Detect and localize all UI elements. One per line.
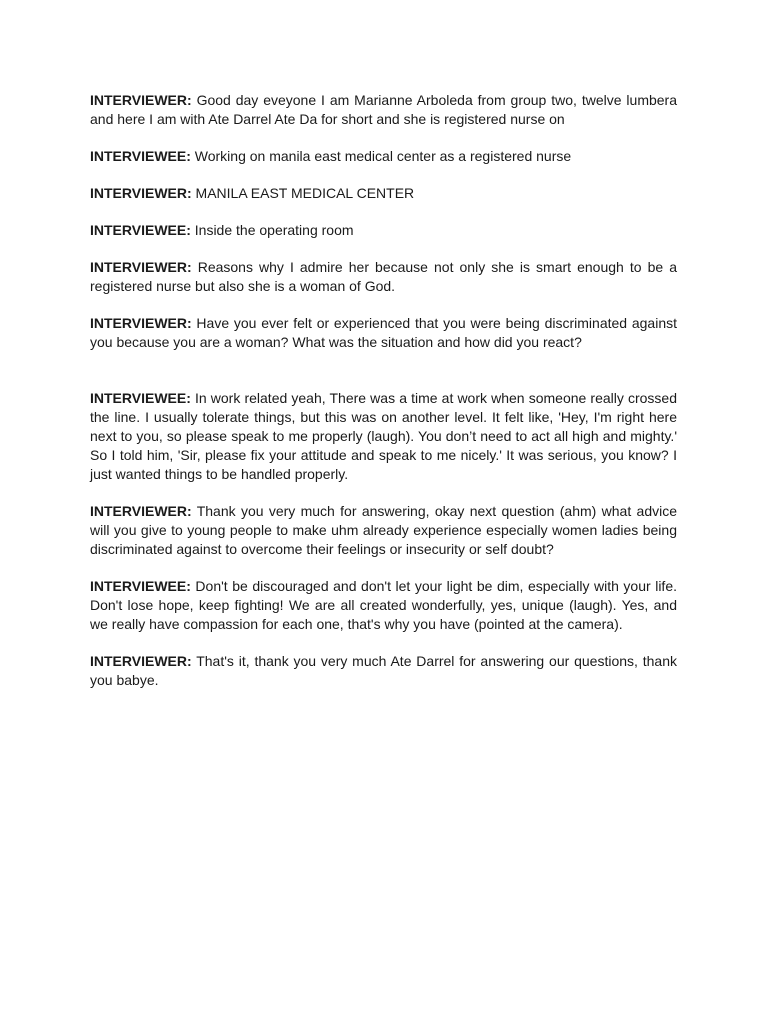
paragraph-text: Working on manila east medical center as a registered nurse (194, 148, 572, 164)
speaker-label: INTERVIEWEE: (90, 222, 191, 238)
speaker-label: INTERVIEWER: (90, 259, 192, 275)
transcript-paragraph (90, 184, 677, 203)
transcript-paragraph (90, 502, 677, 559)
transcript-paragraph (90, 91, 677, 129)
speaker-label: INTERVIEWEE: (90, 148, 191, 164)
transcript-paragraph (90, 314, 677, 352)
paragraph-text: Inside the operating room (194, 222, 354, 238)
speaker-label: INTERVIEWEE: (90, 390, 191, 406)
transcript-paragraph (90, 147, 677, 166)
paragraph-text: That's it, thank you very much Ate Darrel for answering our questions, thank you babye. (90, 653, 677, 688)
paragraph-text: Thank you very much for answering, okay next question (ahm) what advice will you give to young people to make uhm already experience especially women ladies being discriminated against to overcome their feelings or insecurity or self doubt? (90, 503, 678, 557)
speaker-label: INTERVIEWER: (90, 92, 192, 108)
transcript-body (90, 91, 677, 708)
transcript-paragraph (90, 577, 677, 634)
paragraph-text: In work related yeah, There was a time at work when someone really crossed the line. I usually tolerate things, but this was on another level. It felt like, 'Hey, I'm right here next to you, so please speak to me properly (laugh). You don’t need to act all high and mighty.' So I told him, 'Sir, please fix your attitude and speak to me nicely.' It was serious, you know? I just wanted things to be handled properly. (90, 390, 678, 482)
speaker-label: INTERVIEWER: (90, 315, 192, 331)
speaker-label: INTERVIEWER: (90, 185, 192, 201)
transcript-paragraph (90, 652, 677, 690)
speaker-label: INTERVIEWER: (90, 503, 192, 519)
transcript-paragraph (90, 221, 677, 240)
speaker-label: INTERVIEWER: (90, 653, 192, 669)
paragraph-text: MANILA EAST MEDICAL CENTER (195, 185, 415, 201)
paragraph-text: Don't be discouraged and don't let your light be dim, especially with your life. Don't lose hope, keep fighting! We are all created wonderfully, yes, unique (laugh). Yes, and we really have compassion for each one, that's why you have (pointed at the camera). (90, 578, 677, 632)
transcript-paragraph (90, 258, 677, 296)
paragraph-text: Reasons why I admire her because not only she is smart enough to be a registered nurse but also she is a woman of God. (90, 259, 677, 294)
transcript-paragraph (90, 389, 677, 484)
speaker-label: INTERVIEWEE: (90, 578, 191, 594)
paragraph-text: Have you ever felt or experienced that you were being discriminated against you because you are a woman? What was the situation and how did you react? (90, 315, 677, 350)
paragraph-text: Good day eveyone I am Marianne Arboleda from group two, twelve lumbera and here I am with Ate Darrel Ate Da for short and she is registered nurse on (90, 92, 678, 127)
